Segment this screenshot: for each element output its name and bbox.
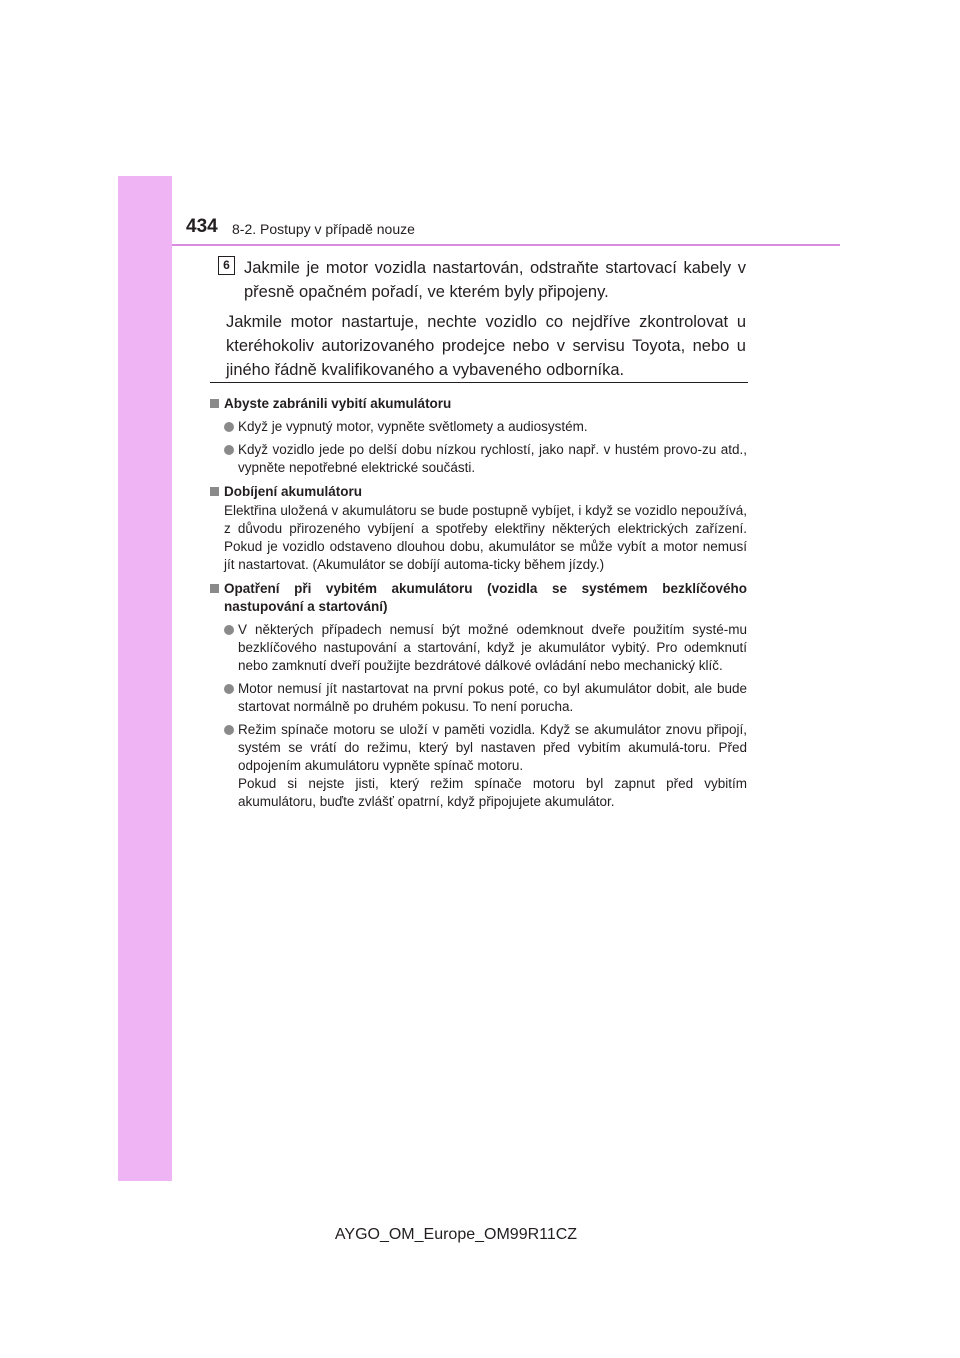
step-text: Jakmile je motor vozidla nastartován, odstraňte startovací kabely v přesně opačném pořadí, ve kterém byly připojeny. xyxy=(244,259,746,301)
square-bullet-icon xyxy=(210,584,219,593)
list-item: Motor nemusí jít nastartovat na první pokus poté, co byl akumulátor dobit, ale bude startovat normálně po druhém pokusu. To není porucha. xyxy=(210,680,747,716)
list-item: V některých případech nemusí být možné odemknout dveře použitím systé-mu bezklíčového nastupování a startování, když je akumulátor vybitý. Pro odemknutí nebo zamknutí dveří použijte bezdrátové dálkové ovládání nebo mechanický klíč. xyxy=(210,621,747,675)
circle-bullet-icon xyxy=(224,725,234,735)
square-bullet-icon xyxy=(210,399,219,408)
step-followup-text: Jakmile motor nastartuje, nechte vozidlo co nejdříve zkontrolovat u kteréhokoliv autorizovaného prodejce nebo v servisu Toyota, nebo u jiného řádně kvalifikovaného a vybaveného odborníka. xyxy=(226,313,746,379)
chapter-sidebar-tab xyxy=(118,176,172,1181)
list-item: Když vozidlo jede po delší dobu nízkou rychlostí, jako např. v hustém provo-zu atd., vypněte nepotřebné elektrické součásti. xyxy=(210,441,747,477)
note-heading-discharged-battery: Opatření při vybitém akumulátoru (vozidla se systémem bezklíčového nastupování a startování) xyxy=(210,580,747,616)
circle-bullet-icon xyxy=(224,684,234,694)
notes-section xyxy=(210,390,747,811)
footer-doc-id: AYGO_OM_Europe_OM99R11CZ xyxy=(334,1226,578,1243)
section-title: 8-2. Postupy v případě nouze xyxy=(232,221,415,237)
note-heading-battery-drain: Abyste zabránili vybití akumulátoru xyxy=(210,395,747,413)
list-item: Když je vypnutý motor, vypněte světlomety a audiosystém. xyxy=(210,418,747,436)
circle-bullet-icon xyxy=(224,625,234,635)
notes-divider xyxy=(210,382,748,383)
list-item-continuation: Pokud si nejste jisti, který režim spínače motoru byl zapnut před vybitím akumulátoru, buďte zvlášť opatrní, když připojujete akumulátor. xyxy=(238,776,747,809)
note-heading-charging: Dobíjení akumulátoru xyxy=(210,483,747,501)
page-number: 434 xyxy=(186,216,218,237)
step-6 xyxy=(218,256,746,382)
charging-paragraph: Elektřina uložená v akumulátoru se bude postupně vybíjet, i když se vozidlo nepoužívá, z důvodu přirozeného vybíjení a spotřeby elektřiny některých elektrických zařízení. Pokud je vozidlo odstaveno dlouhou dobu, akumulátor se může vybít a motor nemusí jít nastartovat. (Akumulátor se dobíjí automa-ticky během jízdy.) xyxy=(224,503,747,572)
list-item: Režim spínače motoru se uloží v paměti vozidla. Když se akumulátor znovu připojí, systém se vrátí do režimu, který byl nastaven před vybitím akumulá-toru. Před odpojením akumulátoru vypněte spínač motoru. Pokud si nejste jisti, který režim spínače motoru byl zapnut před vybitím akumulátoru, buďte zvlášť opatrní, když připojujete akumulátor. xyxy=(210,721,747,811)
circle-bullet-icon xyxy=(224,422,234,432)
header-rule xyxy=(172,244,840,246)
square-bullet-icon xyxy=(210,487,219,496)
circle-bullet-icon xyxy=(224,445,234,455)
step-number-badge: 6 xyxy=(218,256,235,275)
